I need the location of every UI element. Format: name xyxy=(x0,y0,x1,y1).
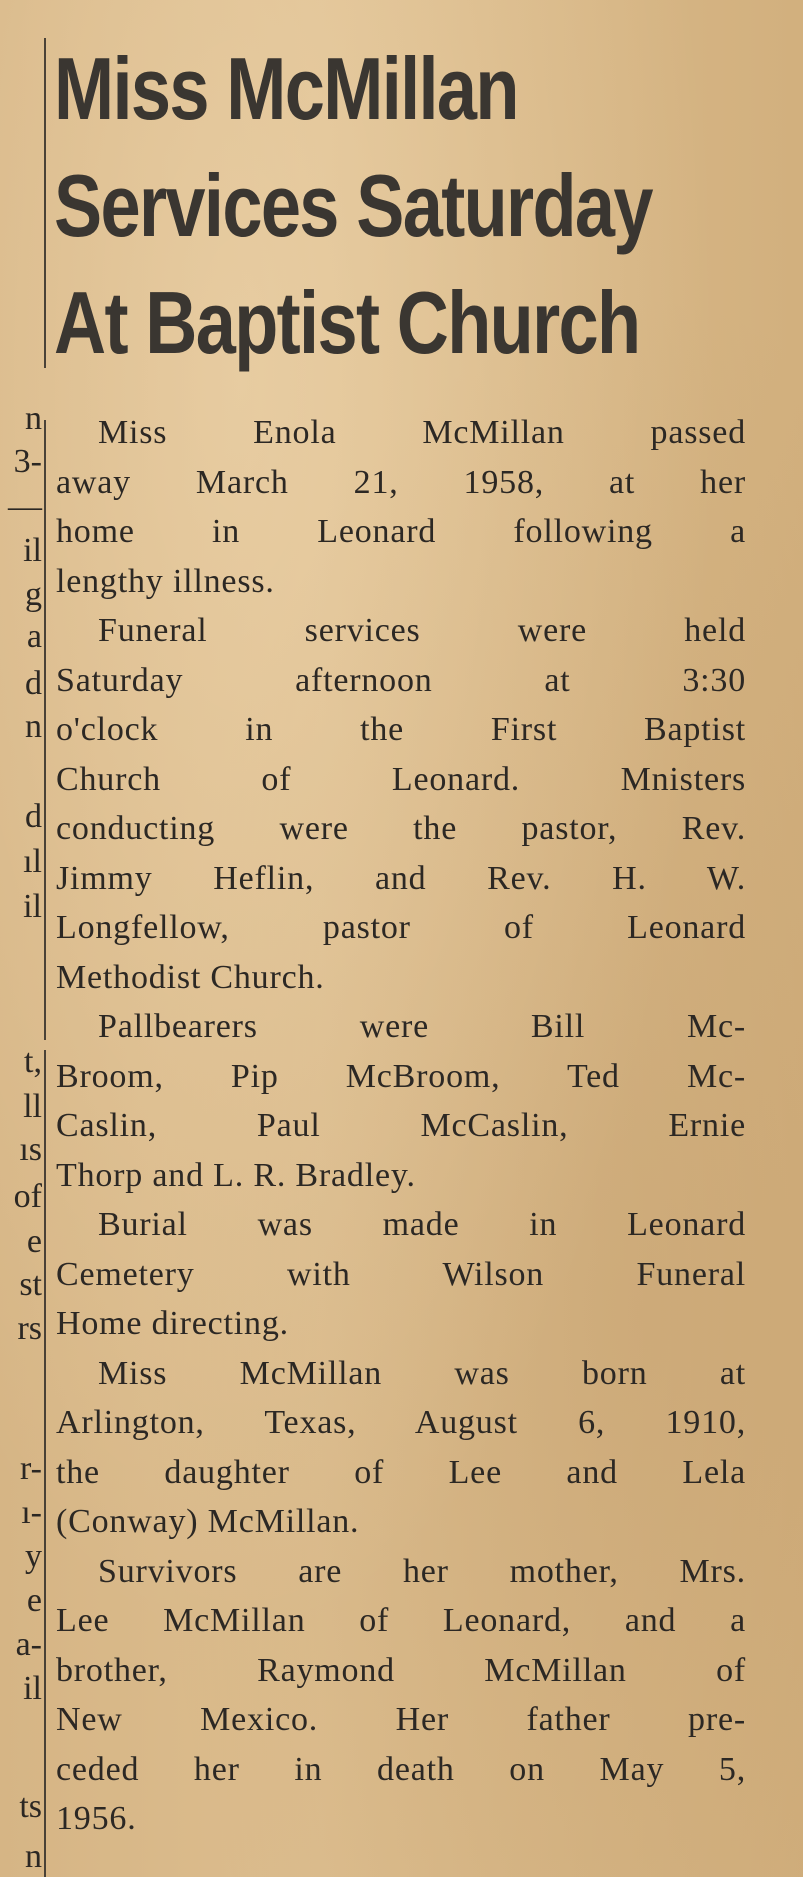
paragraph-pallbearers xyxy=(56,1002,746,1200)
fragment: ts xyxy=(19,1788,42,1825)
text-line: home in Leonard following a xyxy=(56,513,746,550)
text-line: Longfellow, pastor of Leonard xyxy=(56,909,746,946)
fragment: r- xyxy=(20,1450,42,1487)
fragment: 3- xyxy=(13,443,42,480)
fragment: d xyxy=(25,798,42,835)
text-line: Survivors are her mother, Mrs. xyxy=(98,1552,746,1590)
fragment: n xyxy=(25,1838,42,1875)
text-line: Funeral services were held xyxy=(98,612,746,649)
text-line: Arlington, Texas, August 6, 1910, xyxy=(56,1404,746,1441)
fragment: il xyxy=(23,532,42,569)
text-line: Lee McMillan of Leonard, and a xyxy=(56,1602,746,1639)
fragment: ll xyxy=(23,1088,42,1125)
fragment: of xyxy=(13,1178,42,1215)
text-line: Miss McMillan was born at xyxy=(98,1354,746,1392)
fragment: d xyxy=(25,665,42,702)
text-line: (Conway) McMillan. xyxy=(56,1503,360,1540)
paragraph-burial xyxy=(56,1200,746,1349)
text-line: Burial was made in Leonard xyxy=(98,1206,746,1243)
headline-line: At Baptist Church xyxy=(54,273,640,372)
fragment: n xyxy=(25,400,42,437)
fragment: y xyxy=(25,1538,42,1575)
paragraph-death-notice xyxy=(56,408,746,606)
text-line: 1956. xyxy=(56,1800,137,1837)
text-line: Thorp and L. R. Bradley. xyxy=(56,1156,416,1194)
text-line: Jimmy Heflin, and Rev. H. W. xyxy=(56,859,746,897)
fragment: st xyxy=(19,1266,42,1303)
text-line: o'clock in the First Baptist xyxy=(56,711,746,748)
text-line: Caslin, Paul McCaslin, Ernie xyxy=(56,1107,746,1144)
text-line: Church of Leonard. Mnisters xyxy=(56,760,746,798)
fragment: il xyxy=(23,888,42,925)
column-rule xyxy=(44,420,46,1040)
text-line: the daughter of Lee and Lela xyxy=(56,1453,746,1491)
fragment: n xyxy=(25,708,42,745)
text-line: Pallbearers were Bill Mc- xyxy=(98,1008,746,1045)
fragment: ıl xyxy=(23,843,42,880)
fragment: e xyxy=(26,1582,42,1619)
fragment: ı- xyxy=(21,1494,42,1531)
column-rule xyxy=(44,38,46,368)
text-line: Saturday afternoon at 3:30 xyxy=(56,661,746,699)
headline-line: Miss McMillan xyxy=(54,39,518,138)
article-body xyxy=(56,408,746,1844)
paragraph-birth xyxy=(56,1349,746,1547)
paragraph-funeral-services xyxy=(56,606,746,1002)
headline-line: Services Saturday xyxy=(54,156,652,255)
fragment: a- xyxy=(15,1626,42,1663)
fragment: t, xyxy=(24,1043,42,1080)
text-line: Home directing. xyxy=(56,1305,289,1342)
text-line: conducting were the pastor, Rev. xyxy=(56,810,746,847)
text-line: Miss Enola McMillan passed xyxy=(98,414,746,451)
fragment: g xyxy=(25,576,42,613)
adjacent-column-fragments xyxy=(0,0,48,1877)
fragment: — xyxy=(8,488,42,525)
text-line: Methodist Church. xyxy=(56,958,325,996)
text-line: Broom, Pip McBroom, Ted Mc- xyxy=(56,1057,746,1095)
text-line: lengthy illness. xyxy=(56,562,275,600)
fragment: rs xyxy=(17,1310,42,1347)
fragment: ıs xyxy=(19,1131,42,1168)
text-line: ceded her in death on May 5, xyxy=(56,1750,746,1788)
text-line: New Mexico. Her father pre- xyxy=(56,1701,746,1738)
text-line: brother, Raymond McMillan of xyxy=(56,1651,746,1689)
fragment: e xyxy=(26,1223,42,1260)
text-line: away March 21, 1958, at her xyxy=(56,463,746,501)
fragment: a xyxy=(26,618,42,655)
text-line: Cemetery with Wilson Funeral xyxy=(56,1255,746,1293)
column-rule xyxy=(44,1050,46,1877)
fragment: il xyxy=(23,1670,42,1707)
headline xyxy=(54,30,653,381)
paragraph-survivors xyxy=(56,1547,746,1844)
